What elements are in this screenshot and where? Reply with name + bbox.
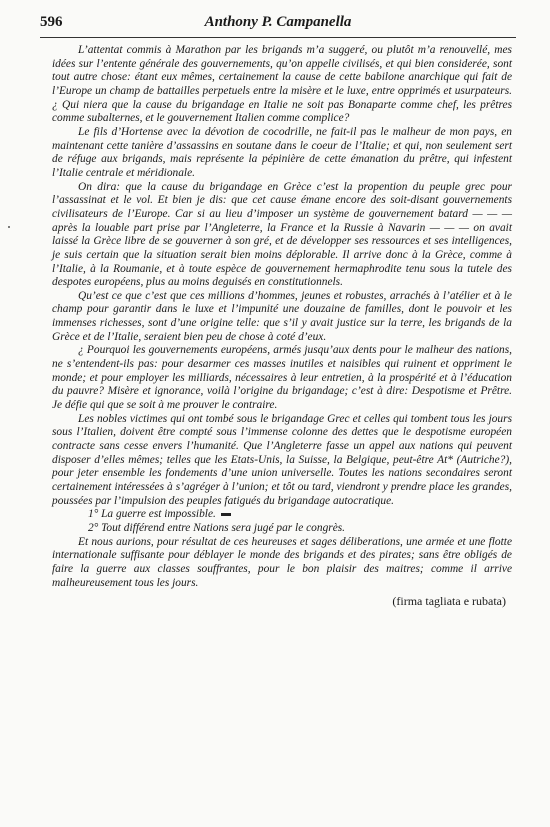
list-item-2: 2° Tout différend entre Nations sera jugé par le congrès.	[88, 521, 346, 534]
list-item-1-text: 1° La guerre est impossible.	[88, 508, 216, 521]
paragraph-1: L’attentat commis à Marathon par les brigands m’a suggeré, ou plutôt m’a renouvellé, mes idées sur l’entente générale des gouvernements, qu’on appelle civilisés, et qui bien considerée, sont tout autre chose: étant eux mêmes, certainement la cause de cette babilone anarchique qui fait de l’Europe un champ de battailles perpetuels entre la misère et le luxe, entre opprimés et usurpateurs. ¿ Qui niera que la cause du brigandage en Italie ne soit pas Bonaparte comme chef, les prêtres comme subalternes, et le gouvernement Italien comme complice?	[52, 44, 512, 125]
ink-blot	[221, 513, 231, 516]
signature-note: (firma tagliata e rubata)	[392, 594, 506, 609]
page-number: 596	[40, 14, 63, 30]
header-rule	[40, 37, 516, 38]
list-item-1	[52, 508, 512, 522]
margin-dot	[8, 226, 10, 228]
paragraph-2: Le fils d’Hortense avec la dévotion de cocodrille, ne fait-il pas le malheur de mon pays, en maintenant cette tanière d’assassins en soutane dans le coeur de l’Italie; et qui, non seulement sert de réfuge aux brigands, mais représente la pépinière de cette émanation du prêtre, qui infestent l’Italie centrale et méridionale.	[52, 125, 512, 179]
page-header	[40, 14, 516, 36]
paragraph-6: Les nobles victimes qui ont tombé sous le brigandage Grec et celles qui tombent tous les jours sous l’Italien, doivent être compté sous l’immense colonne des dettes que le despotisme européen contracte sans cesse envers l’humanité. Que l’Angleterre fasse un appel aux nations qui peuvent disposer d’elles mêmes; telles que les Etats-Unis, la Suisse, la Belgique, peut-être At* (Autriche?), pour jeter ensemble les fondements d’une union universelle. Toutes les nations secondaires seront certainement intéressées à s’agréger à l’union; et tôt ou tard, viendront y prendre place les grandes, poussées par l’impulsion des peuples fatigués du brigandage autocratique.	[52, 412, 512, 507]
paragraph-4: Qu’est ce que c’est que ces millions d’hommes, jeunes et robustes, arrachés à l’atélier et à le champ pour garantir dans le luxe et l’impunité une douzaine de familles, dont le pouvoir et les immenses richesses, sont d’une origine telle: que s’il y avait justice sur la terre, les brigands de la Grèce et de l’Italie, seraient bien peu de chose à coté d’eux.	[52, 289, 512, 343]
closing-paragraph: Et nous aurions, pour résultat de ces heureuses et sages déliberations, une armée et une flotte internationale suffisante pour déblayer le monde des brigands et des pirates; sans être obligés de faire la guerre aux classes souffrantes, pour le bon plaisir des maitres; comme il arrive malheureusement tous les jours.	[52, 535, 512, 589]
paragraph-5: ¿ Pourquoi les gouvernements européens, armés jusqu’aux dents pour le malheur des nations, ne s’entendent-ils pas: pour desarmer ces masses inutiles et naisibles qui ruinent et oppriment le monde; et pour employer les milliards, nécessaires à leur entretien, à la prospérité et à l’éducation du pauvre? Misère et ignorance, voilà l’origine du brigandage; c’est à dire: Despotisme et Prêtre. Je défie qui que se soit à me prouver le contraire.	[52, 344, 512, 412]
letter-body	[52, 44, 512, 609]
running-head: Anthony P. Campanella	[204, 14, 352, 30]
paragraph-3: On dira: que la cause du brigandage en Grèce c’est la propention du peuple grec pour l’assassinat et le vol. Et bien je dis: que cet cause émane encore des soit-disant gouvernements civilisateurs de l’Europe. Car si au lieu d’imposer un système de gouvernement batard — — — après la louable part prise par l’Angleterre, la France et la Russie à Navarin — — — on avait laissé la Grèce libre de se gouverner à son gré, et de développer ses ressources et ses intelligences, je suis certain que la situation serait bien moins déplorable. Il arrive donc à la Grèce, comme à l’Italie, à la Roumanie, et à toute espèce de gouvernement hermaphrodite tenu sous la tutele des despotes européens, plus au moins deguisés en constitutionnels.	[52, 180, 512, 289]
